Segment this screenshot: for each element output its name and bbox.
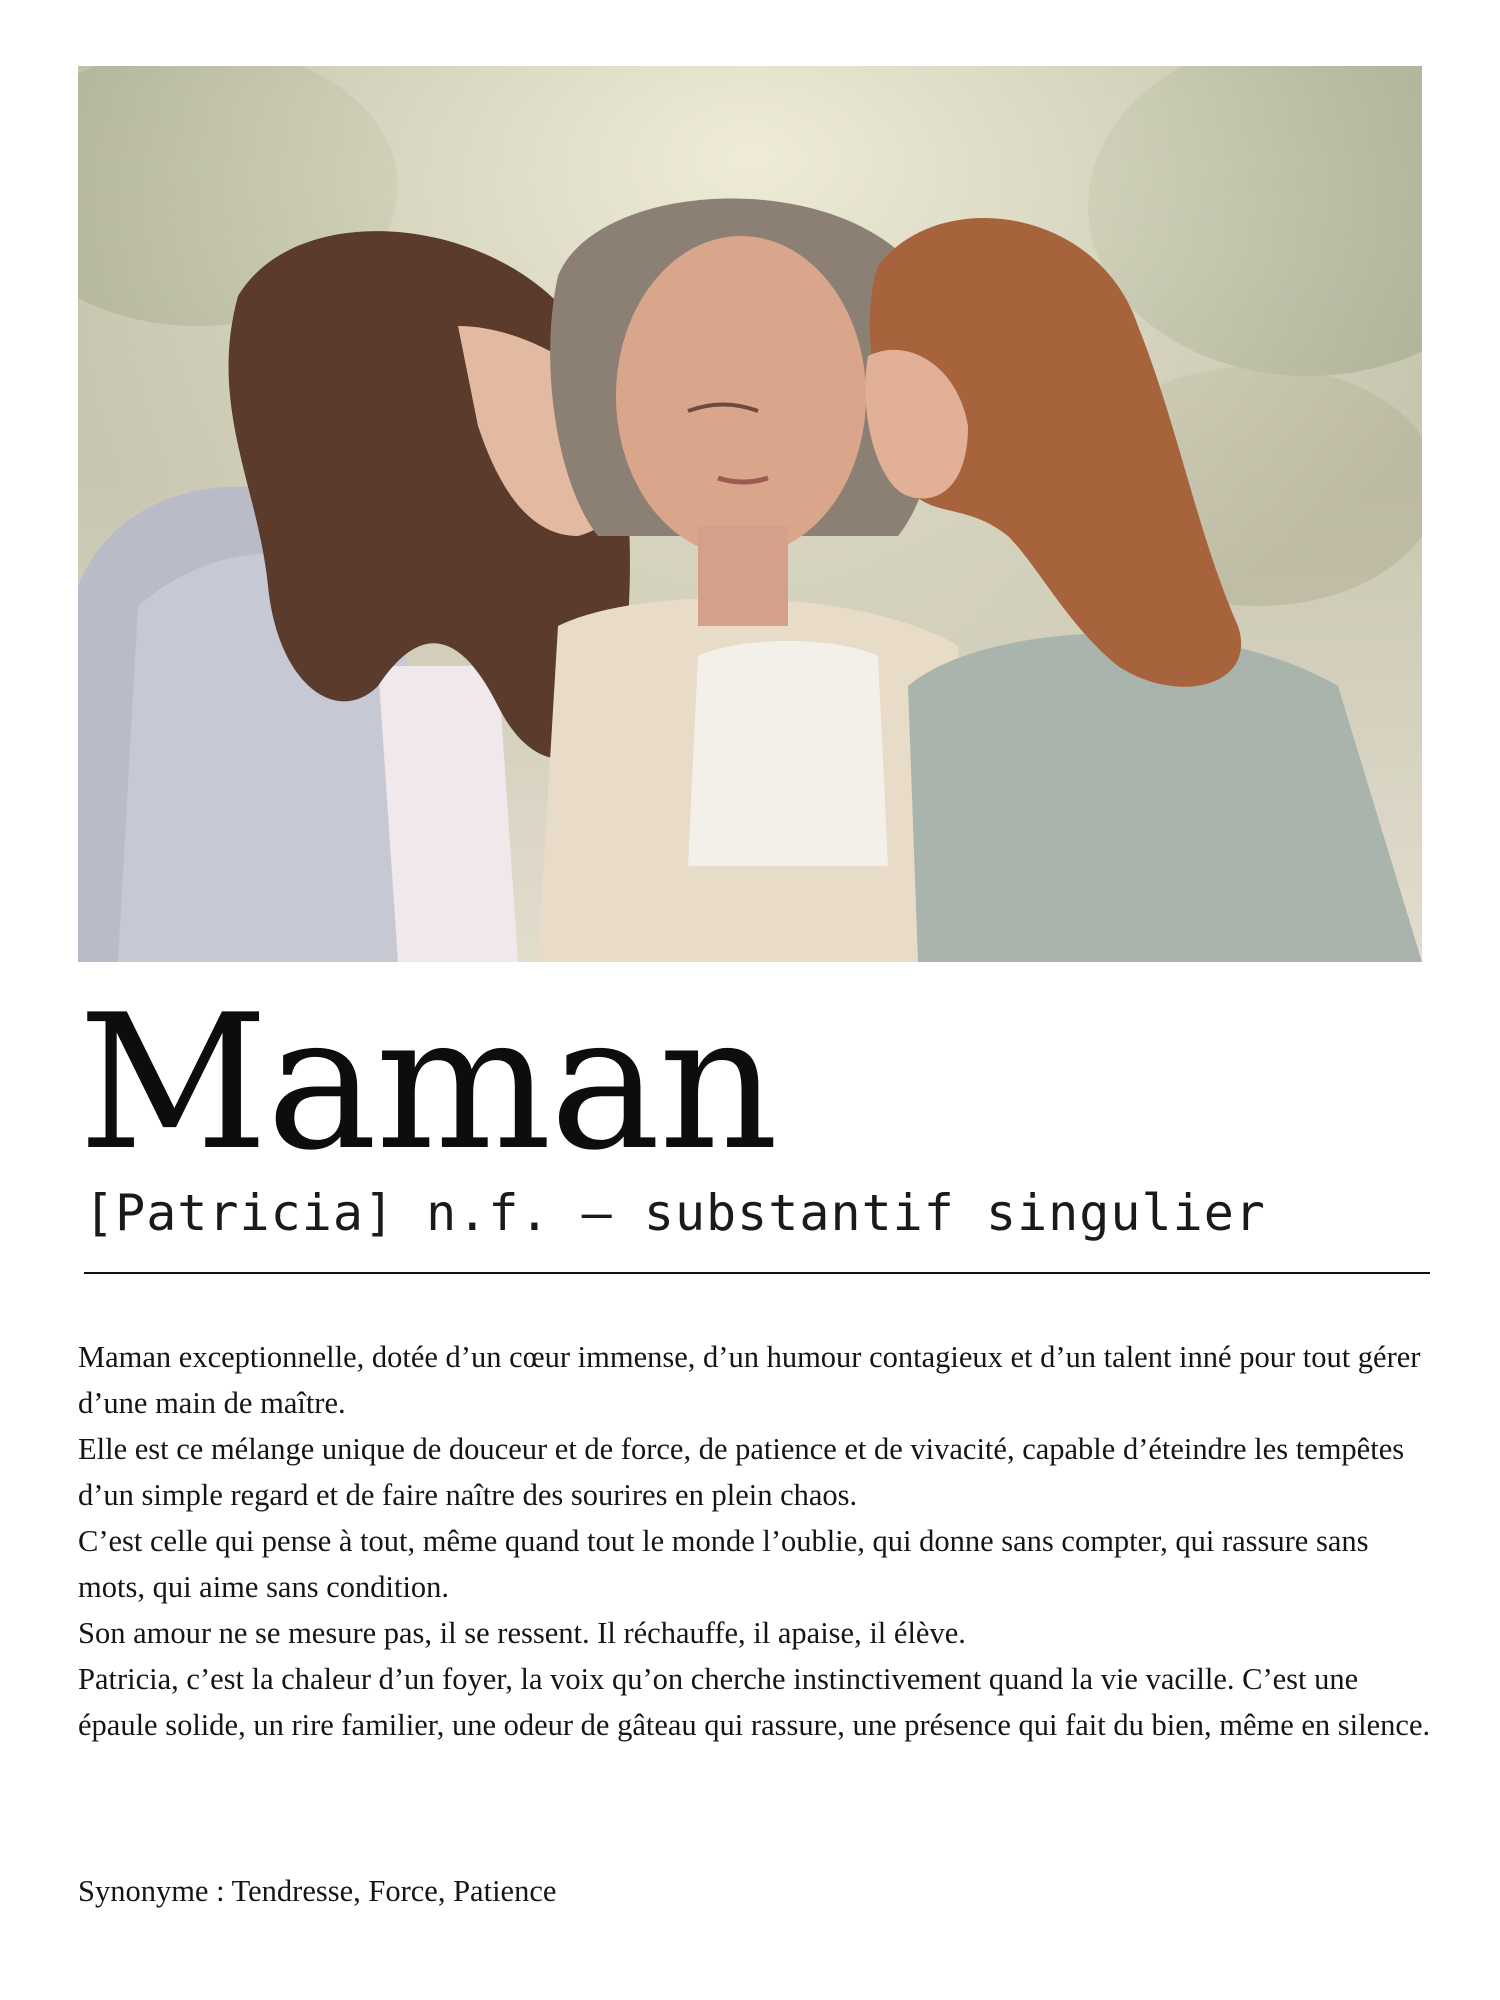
family-photo: [78, 66, 1422, 962]
divider: [84, 1272, 1430, 1274]
definition-text: [78, 1334, 1438, 1748]
entry-word: Maman: [78, 974, 777, 1191]
definition-paragraph: C’est celle qui pense à tout, même quand tout le monde l’oublie, qui donne sans compter, qui rassure sans mots, qui aime sans condition.: [78, 1524, 1369, 1604]
definition-paragraph: Elle est ce mélange unique de douceur et de force, de patience et de vivacité, capable d’éteindre les tempêtes d’un simple regard et de faire naître des sourires en plein chaos.: [78, 1432, 1405, 1512]
definition-paragraph: Maman exceptionnelle, dotée d’un cœur immense, d’un humour contagieux et d’un talent inné pour tout gérer d’une main de maître.: [78, 1340, 1421, 1420]
family-photo-image: [78, 66, 1422, 962]
definition-paragraph: Patricia, c’est la chaleur d’un foyer, la voix qu’on cherche instinctivement quand la vie vacille. C’est une épaule solide, un rire familier, une odeur de gâteau qui rassure, une présence qui fait du bien, même en silence.: [78, 1662, 1431, 1742]
entry-grammar: [Patricia] n.f. — substantif singulier: [84, 1184, 1266, 1242]
synonyms-line: Synonyme : Tendresse, Force, Patience: [78, 1874, 557, 1908]
definition-paragraph: Son amour ne se mesure pas, il se ressent. Il réchauffe, il apaise, il élève.: [78, 1616, 966, 1650]
